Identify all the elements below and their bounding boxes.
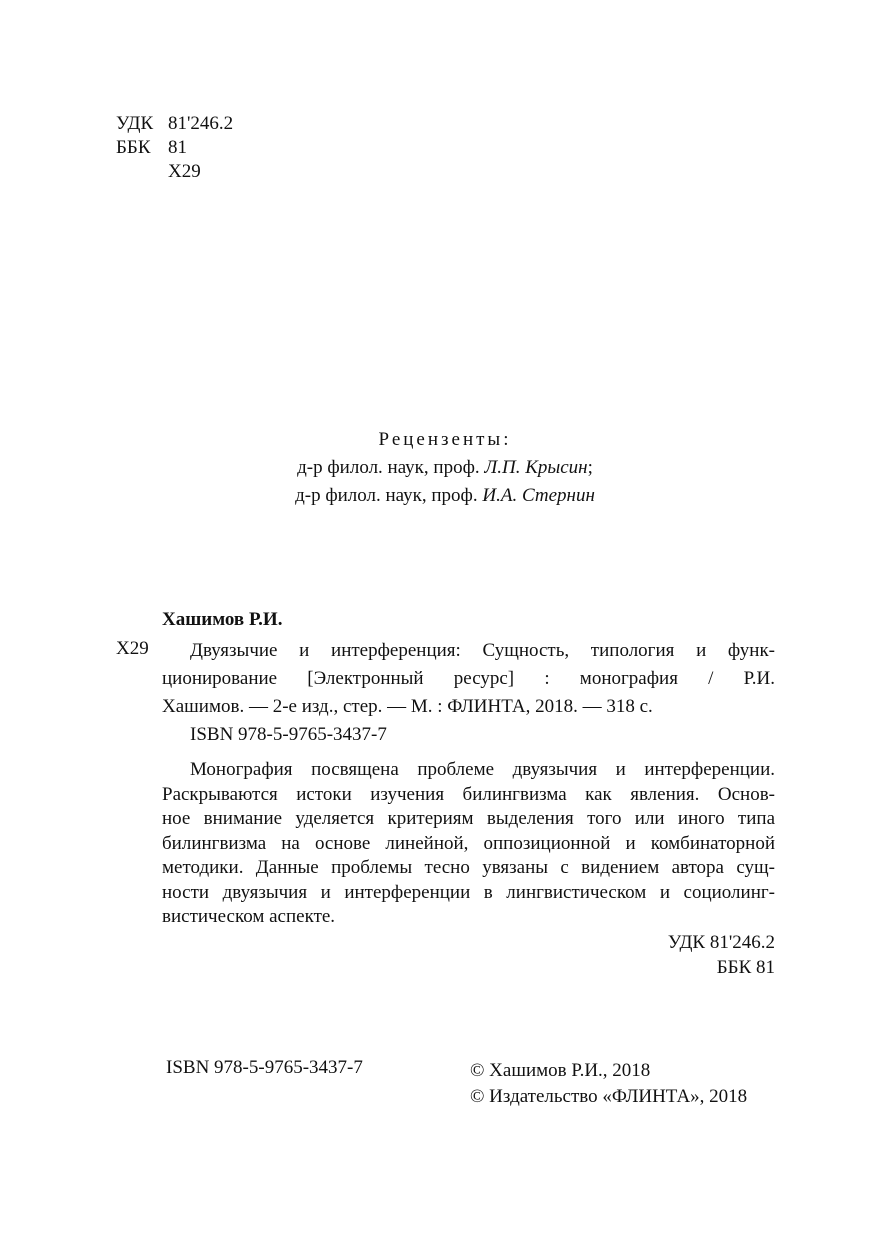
- bbk-row: [116, 136, 233, 160]
- annotation-line: ности двуязычия и интерференции в лингвистическом и социолинг-: [162, 881, 775, 903]
- reviewers-title: Рецензенты:: [378, 429, 512, 450]
- annotation-line: вистическом аспекте.: [162, 906, 336, 927]
- bbk-bottom: ББК 81: [716, 957, 775, 978]
- bib-line: Двуязычие и интерференция: Сущность, типология и функ-: [190, 640, 775, 661]
- bbk-value: 81: [168, 137, 187, 158]
- bibliographic-description: [162, 637, 775, 721]
- bbk-label: ББК: [116, 137, 151, 158]
- bib-line: Хашимов. — 2-е изд., стер. — М. : ФЛИНТА, 2018. — 318 с.: [162, 696, 653, 717]
- udk-value: 81'246.2: [168, 113, 234, 134]
- udk-bottom: УДК 81'246.2: [667, 932, 775, 953]
- annotation-line: Монография посвящена проблеме двуязычия и интерференции.: [190, 759, 775, 780]
- annotation: [162, 758, 775, 930]
- isbn-entry: ISBN 978-5-9765-3437-7: [190, 724, 387, 745]
- annotation-line: методики. Данные проблемы тесно увязаны с видением автора сущ-: [162, 857, 775, 878]
- copyright-publisher: © Издательство «ФЛИНТА», 2018: [470, 1086, 748, 1107]
- classification-bottom: [668, 930, 775, 980]
- annotation-line: ное внимание уделяется критериям выделения того или иного типа: [162, 808, 775, 829]
- isbn-footer: ISBN 978-5-9765-3437-7: [166, 1057, 363, 1078]
- reviewers-block: [0, 426, 875, 510]
- reviewer-name: Л.П. Крысин: [484, 457, 588, 478]
- reviewer-2: [0, 482, 875, 510]
- udk-label: УДК: [116, 113, 154, 134]
- bib-line: ционирование [Электронный ресурс] : монография / Р.И.: [162, 668, 775, 689]
- annotation-line: Раскрываются истоки изучения билингвизма как явления. Основ-: [162, 783, 775, 805]
- reviewer-name: И.А. Стернин: [482, 485, 595, 506]
- annotation-line: билингвизма на основе линейной, оппозиционной и комбинаторной: [162, 832, 775, 854]
- classification-top: [116, 112, 233, 184]
- author-heading: Хашимов Р.И.: [162, 609, 283, 630]
- author-mark-entry: Х29: [116, 638, 149, 659]
- copyright-block: [470, 1058, 747, 1110]
- udk-row: [116, 112, 233, 136]
- copyright-author: © Хашимов Р.И., 2018: [470, 1060, 651, 1081]
- reviewer-punct: ;: [587, 457, 593, 478]
- reviewer-1: [0, 454, 875, 482]
- reviewer-degree: д-р филол. наук, проф.: [297, 457, 480, 478]
- author-mark-top: Х29: [168, 161, 201, 182]
- reviewer-degree: д-р филол. наук, проф.: [295, 485, 478, 506]
